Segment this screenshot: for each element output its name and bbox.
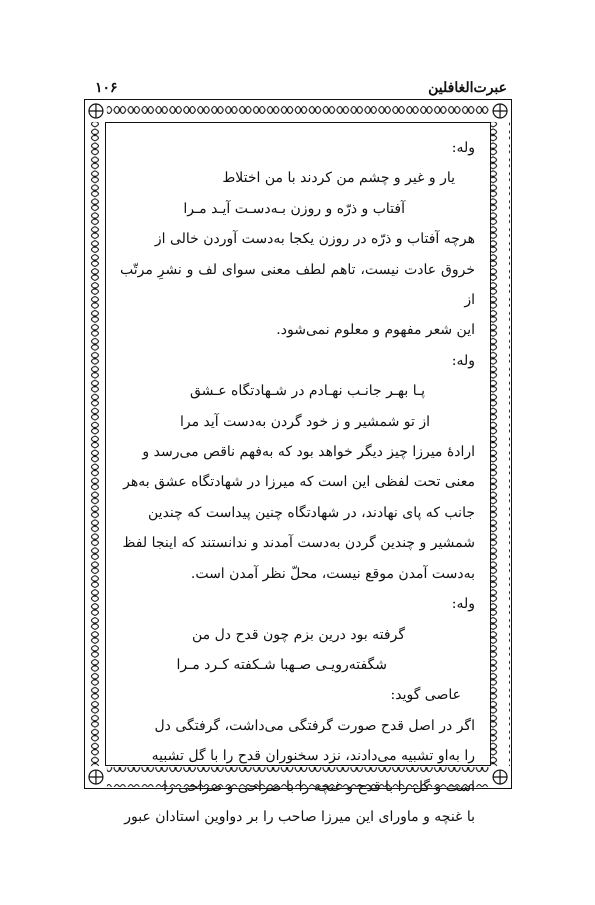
prose-line: جانب که پای نهادند، در شهادتگاه چنین پیداست که چندین [148,504,475,521]
section-label: وله: [451,140,475,156]
prose-line: ارادهٔ میرزا چیز دیگر خواهد بود که به‌فهم ناقص می‌رسد و [142,444,475,461]
prose-line: با غنچه و ماورای این میرزا صاحب را بر دواوین استادان عبور [124,808,475,825]
verse-line: آفتاب و ذرّه و روزن بـه‌دسـت آیـد مـرا [183,200,405,217]
speaker-label: عاصی گوید: [390,687,461,704]
book-title: عبرت‌الغافلین [428,80,507,96]
prose-line: معنی تحت لفظی این است که میرزا در شهادتگاه عشق به‌هر [123,474,475,491]
prose-line: به‌دست آمدن موقع نیست، محلّ نظر آمدن است. [190,565,475,582]
prose-line: اگر در اصل قدح صورت گرفتگی می‌داشت، گرفتگی دل [154,717,475,734]
verse-line: شگفته‌رویـی صـهبا شـکفته کـرد مـرا [176,656,387,673]
prose-line: این شعر مفهوم و معلوم نمی‌شود. [276,322,475,339]
running-head [95,74,507,96]
prose-line: هرچه آفتاب و ذرّه در روزن یکجا به‌دست آوردن خالی از [154,231,475,248]
verse-line: از تو شمشیر و ز خود گردن به‌دست آید مرا [179,413,430,430]
verse-line: پـا بهـر جانـب نهـادم در شـهادتگاه عـشق [189,383,425,400]
verse-line: گرفته بود درین بزم چون قدح دل من [192,626,405,643]
page-number: ۱۰۶ [95,80,118,96]
page-body [120,133,475,832]
prose-line: شمشیر و چندین گردن به‌دست آمدند و ندانستند که اینجا لفظ [122,535,475,552]
prose-line: خروق عادت نیست، تاهم لطف معنی سوای لف و نشرِ مرتّب از [120,261,475,309]
section-label: وله: [451,352,475,369]
prose-line: است و گل را با قدح و غنچه را با صراحی و صراحی را [163,778,475,795]
section-label: وله: [451,596,475,613]
verse-line: یار و غیر و چشم من کردند با من اختلاط [222,170,455,187]
prose-line: را به‌او تشبیه می‌دادند، نزد سخنوران قدح را با گل تشبیه [151,748,475,765]
